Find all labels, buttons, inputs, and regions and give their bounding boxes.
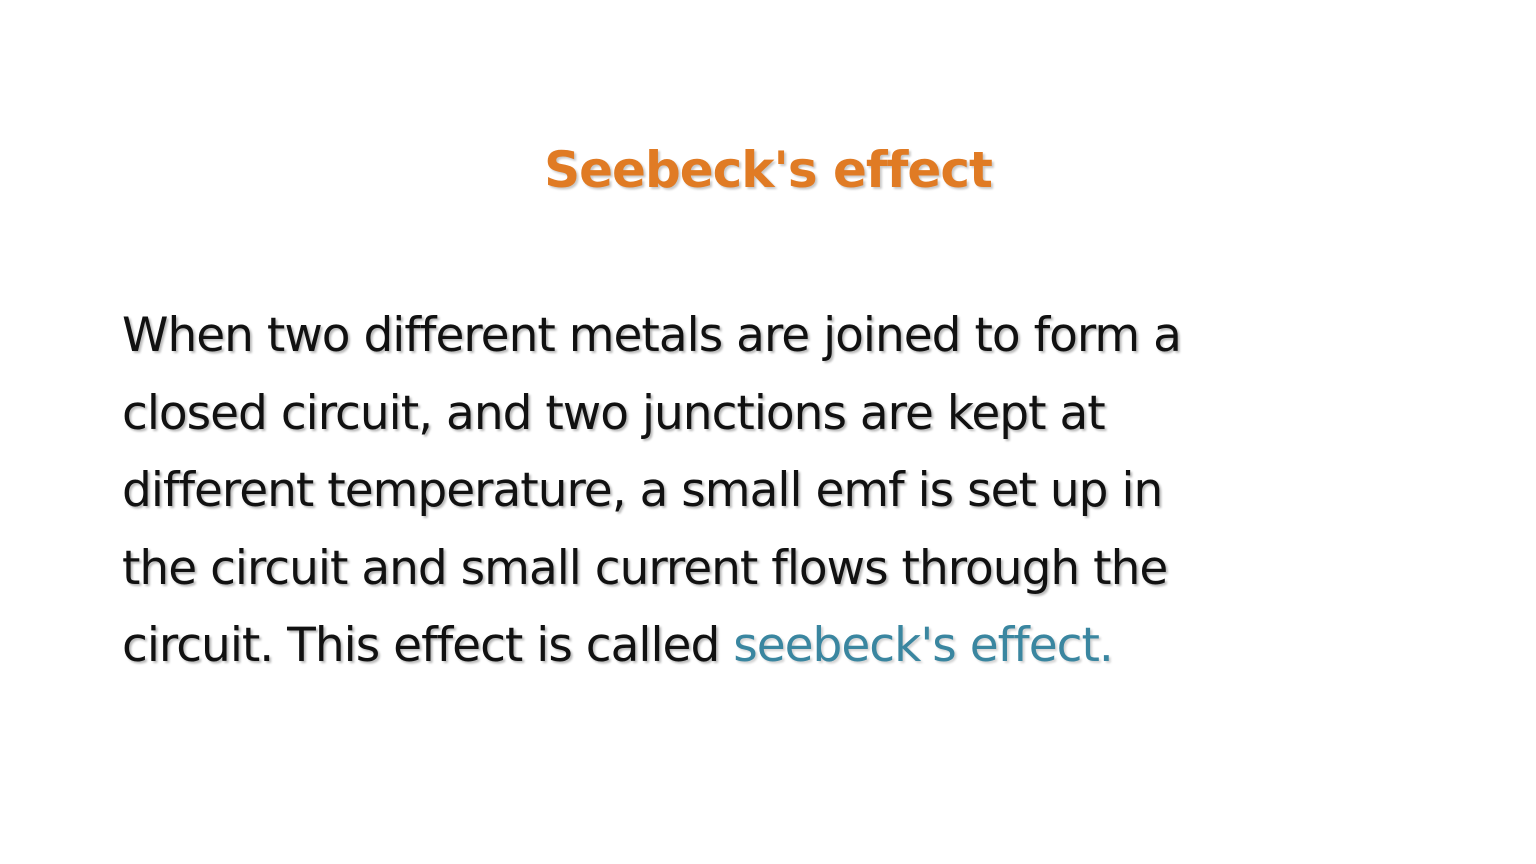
- highlighted-term: seebeck's effect.: [733, 618, 1113, 673]
- body-line-2: closed circuit, and two junctions are kept at: [122, 385, 1105, 441]
- slide-body-paragraph: [122, 297, 1422, 685]
- body-line-3: different temperature, a small emf is set up in: [122, 463, 1163, 518]
- slide-title: Seebeck's effect: [544, 141, 992, 199]
- body-line-1: When two different metals are joined to form a: [122, 308, 1181, 363]
- body-line-5: [122, 607, 1422, 685]
- body-line-4: the circuit and small current flows through the: [122, 540, 1168, 596]
- body-line-5-text: circuit. This effect is called: [122, 618, 734, 673]
